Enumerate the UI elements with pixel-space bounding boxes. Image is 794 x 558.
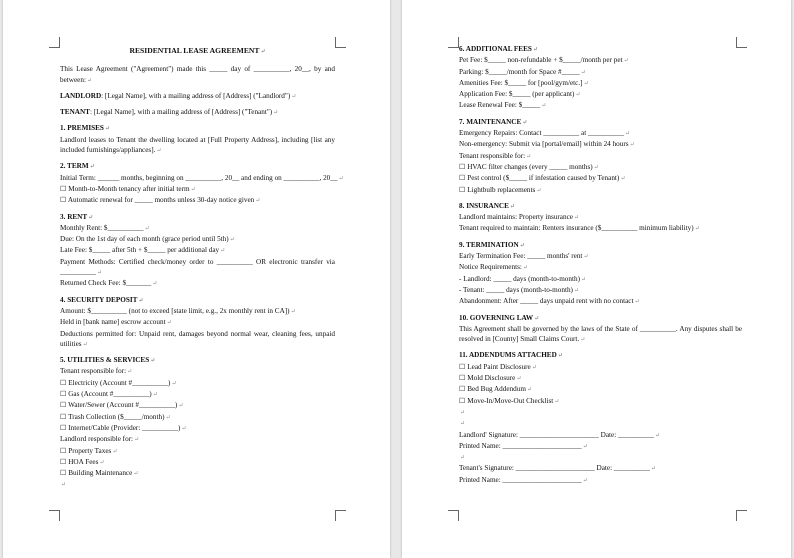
checkbox-item: ☐ Bed Bug Addendum↵ xyxy=(459,385,532,394)
section-heading: 11. ADDENDUMS ATTACHED↵ xyxy=(459,351,563,360)
fee-line: Pet Fee: $_____ non-refundable + $_____/month per pet↵ xyxy=(459,56,629,65)
rent-line: Due: On the 1st day of each month (grace period until 5th)↵ xyxy=(60,235,235,244)
document-page-1 xyxy=(3,0,390,558)
document-title: RESIDENTIAL LEASE AGREEMENT↵ xyxy=(129,46,266,55)
checkbox-item: ☐ Internet/Cable (Provider: __________)↵ xyxy=(60,423,187,432)
fee-line: Application Fee: $_____ (per applicant)↵ xyxy=(459,90,581,99)
rent-line: Returned Check Fee: $_______↵ xyxy=(60,279,158,288)
fee-line: Lease Renewal Fee: $_____↵ xyxy=(459,101,547,110)
checkbox-item: ☐ Trash Collection ($_____/month)↵ xyxy=(60,412,171,421)
maintenance-line: Emergency Repairs: Contact __________ at __________↵ xyxy=(459,129,630,138)
insurance-line: Tenant required to maintain: Renters insurance ($__________ minimum liability)↵ xyxy=(459,224,700,233)
margin-corner-mark xyxy=(448,510,459,521)
utilities-line: Tenant responsible for:↵ xyxy=(60,367,133,376)
termination-line: Notice Requirements:↵ xyxy=(459,263,528,272)
tenant-signature-line: Tenant's Signature: ______________________ Date: __________↵ xyxy=(459,464,656,473)
section-heading: 4. SECURITY DEPOSIT↵ xyxy=(60,295,144,304)
checkbox-item: ☐ Move-In/Move-Out Checklist↵ xyxy=(459,396,560,405)
checkbox-item: ☐ HVAC filter changes (every _____ months)↵ xyxy=(459,162,599,171)
margin-corner-mark xyxy=(335,510,346,521)
checkbox-item: ☐ Electricity (Account #__________)↵ xyxy=(60,378,177,387)
checkbox-item: ☐ Lead Paint Disclosure↵ xyxy=(459,362,537,371)
checkbox-item: ☐ Pest control ($_____ if infestation caused by Tenant)↵ xyxy=(459,174,626,183)
tenant-printed-name-line: Printed Name: ______________________↵ xyxy=(459,475,588,484)
checkbox-item: ☐ HOA Fees↵ xyxy=(60,457,105,466)
section-heading: 8. INSURANCE↵ xyxy=(459,201,515,210)
landlord-signature-line: Landlord' Signature: ______________________ Date: __________↵ xyxy=(459,430,660,439)
margin-corner-mark xyxy=(49,37,60,48)
checkbox-item: ☐ Water/Sewer (Account #__________)↵ xyxy=(60,401,184,410)
empty-paragraph: ↵ xyxy=(61,482,67,489)
section-heading: 7. MAINTENANCE↵ xyxy=(459,117,528,126)
governing-law-paragraph: This Agreement shall be governed by the laws of the State of __________. Any disputes shall be resolved in [County] Small Claims Court.↵ xyxy=(459,324,742,344)
checkbox-item: ☐ Building Maintenance↵ xyxy=(60,469,139,478)
utilities-line: Landlord responsible for:↵ xyxy=(60,435,140,444)
landlord-printed-name-line: Printed Name: ______________________↵ xyxy=(459,441,588,450)
empty-paragraph: ↵ xyxy=(460,421,466,428)
page-1-text xyxy=(60,46,344,491)
fee-line: Parking: $_____/month for Space #_____↵ xyxy=(459,67,586,76)
section-heading: 10. GOVERNING LAW↵ xyxy=(459,313,540,322)
intro-paragraph: This Lease Agreement ("Agreement") made this _____ day of __________, 20__, by and between:↵ xyxy=(60,65,335,84)
checkbox-item: ☐ Lightbulb replacements↵ xyxy=(459,185,542,194)
margin-corner-mark xyxy=(49,510,60,521)
document-page-2 xyxy=(402,0,791,558)
tenant-line: TENANT: [Legal Name], with a mailing address of [Address] ("Tenant")↵ xyxy=(60,108,279,117)
checkbox-item: ☐ Gas (Account #__________)↵ xyxy=(60,390,158,399)
empty-paragraph: ↵ xyxy=(460,455,466,462)
rent-payment-methods: Payment Methods: Certified check/money order to __________ OR electronic transfer via __________↵ xyxy=(60,257,335,277)
section-heading: 9. TERMINATION↵ xyxy=(459,240,525,249)
termination-line: - Landlord: _____ days (month-to-month)↵ xyxy=(459,274,587,283)
margin-corner-mark xyxy=(736,510,747,521)
page-2-text xyxy=(459,44,742,486)
deposit-deductions: Deductions permitted for: Unpaid rent, damages beyond normal wear, cleaning fees, unpaid utilities↵ xyxy=(60,329,335,348)
checkbox-item: ☐ Property Taxes↵ xyxy=(60,446,118,455)
section-heading: 1. PREMISES↵ xyxy=(60,124,110,133)
margin-corner-mark xyxy=(448,37,459,48)
maintenance-line: Tenant responsible for:↵ xyxy=(459,151,532,160)
margin-corner-mark xyxy=(335,37,346,48)
termination-line: Early Termination Fee: _____ months' rent↵ xyxy=(459,252,589,261)
term-line: ☐ Month-to-Month tenancy after initial term↵ xyxy=(60,184,196,193)
rent-line: Late Fee: $_____ after 5th + $_____ per additional day↵ xyxy=(60,246,226,255)
termination-line: Abandonment: After _____ days unpaid rent with no contact↵ xyxy=(459,297,640,306)
deposit-line: Amount: $__________ (not to exceed [state limit, e.g., 2x monthly rent in CA])↵ xyxy=(60,306,296,315)
term-line: ☐ Automatic renewal for _____ months unless 30-day notice given↵ xyxy=(60,196,261,205)
maintenance-line: Non-emergency: Submit via [portal/email] within 24 hours↵ xyxy=(459,140,635,149)
insurance-line: Landlord maintains: Property insurance↵ xyxy=(459,213,580,222)
premises-paragraph: Landlord leases to Tenant the dwelling located at [Full Property Address], including [list any included furnishings/appliances].↵ xyxy=(60,135,335,155)
rent-line: Monthly Rent: $__________↵ xyxy=(60,223,150,232)
section-heading: 2. TERM↵ xyxy=(60,162,95,171)
fee-line: Amenities Fee: $_____ for [pool/gym/etc.]↵ xyxy=(459,78,589,87)
section-heading: 3. RENT↵ xyxy=(60,212,94,221)
termination-line: - Tenant: _____ days (month-to-month)↵ xyxy=(459,285,579,294)
empty-paragraph: ↵ xyxy=(460,409,466,416)
section-heading: 5. UTILITIES & SERVICES↵ xyxy=(60,356,156,365)
checkbox-item: ☐ Mold Disclosure↵ xyxy=(459,374,522,383)
term-line: Initial Term: ______ months, beginning on __________, 20__ and ending on __________, 20__↵ xyxy=(60,173,344,182)
section-heading: 6. ADDITIONAL FEES↵ xyxy=(459,45,538,53)
landlord-line: LANDLORD: [Legal Name], with a mailing address of [Address] ("Landlord")↵ xyxy=(60,91,297,100)
deposit-line: Held in [bank name] escrow account↵ xyxy=(60,318,172,327)
